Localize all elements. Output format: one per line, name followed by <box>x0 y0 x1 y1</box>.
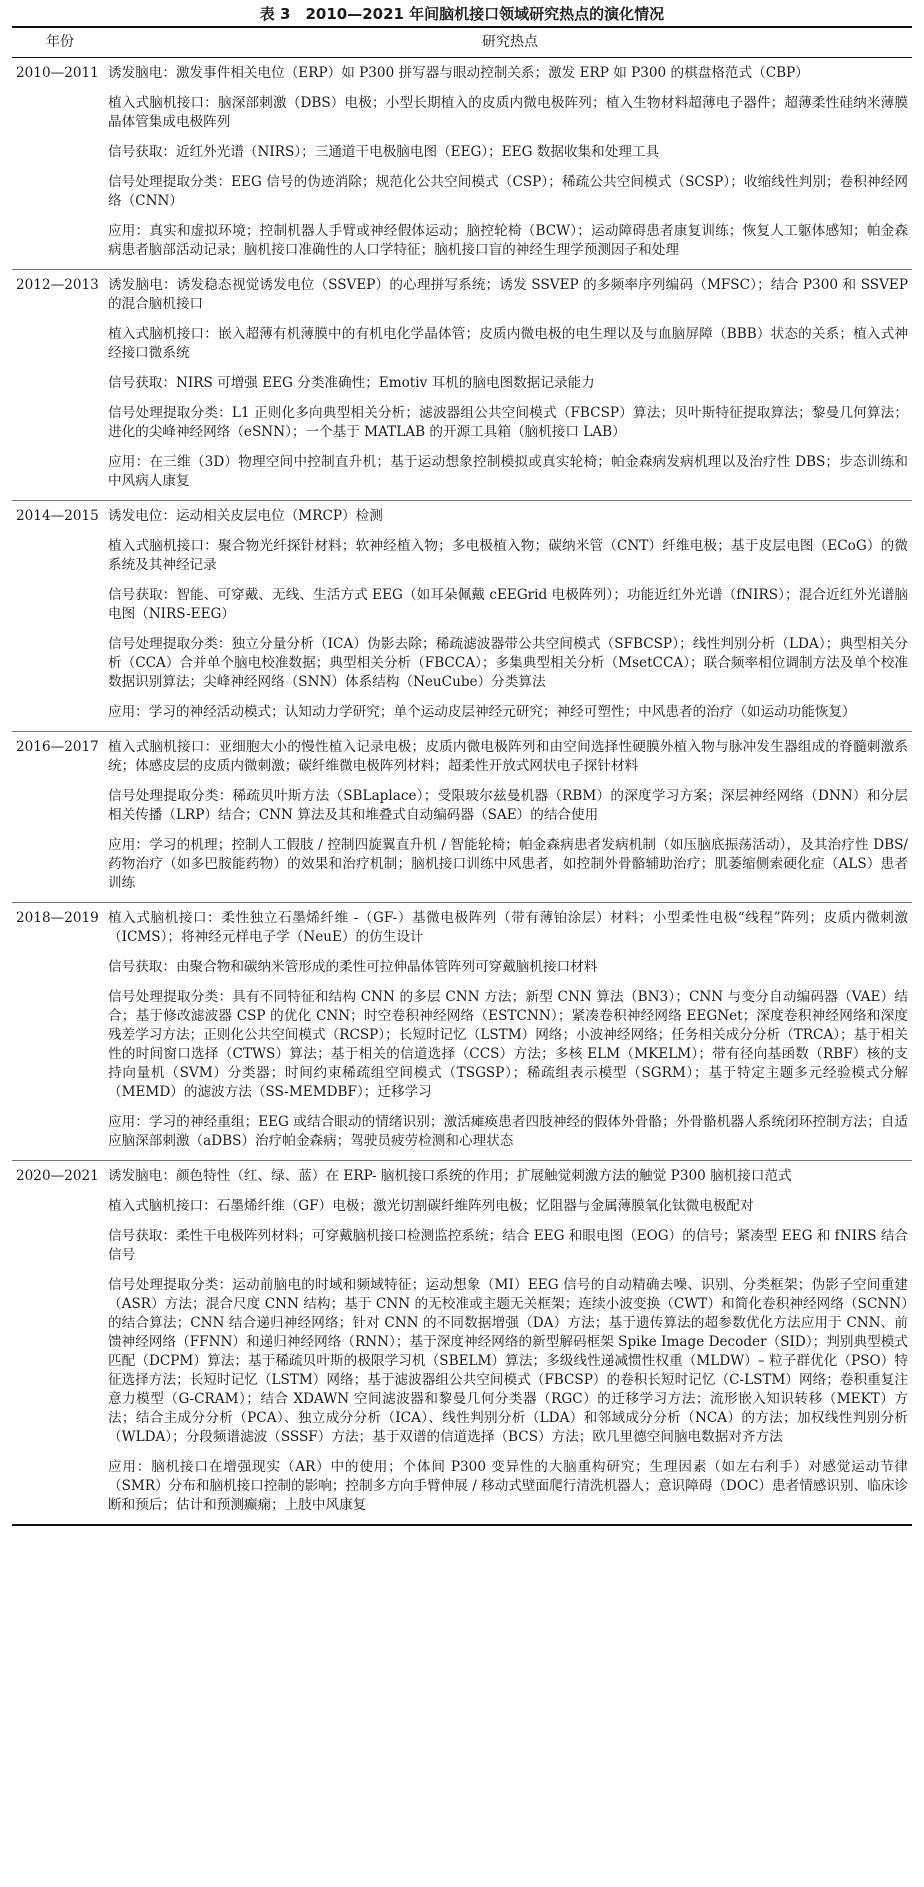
hotspot-item: 诱发脑电：激发事件相关电位（ERP）如 P300 拼写器与眼动控制关系；激发 ERP 如 P300 的棋盘格范式（CBP） <box>108 65 809 81</box>
table-row <box>12 58 912 270</box>
table-row <box>12 1161 912 1525</box>
hotspot-item: 应用：学习的机理；控制人工假肢 / 控制四旋翼直升机 / 智能轮椅；帕金森病患者发病机制（如压脑底振荡活动），及其治疗性 DBS/ 药物治疗（如多巴胺能药物）的效果和治疗机制；脑机接口训练中风患者，如控制外骨骼辅助治疗；肌萎缩侧索硬化症（ALS）患者训练 <box>108 837 908 891</box>
table-row <box>12 732 912 903</box>
bottom-rule <box>12 1524 912 1526</box>
hotspot-item: 应用：在三维（3D）物理空间中控制直升机；基于运动想象控制模拟或真实轮椅；帕金森病发病机理以及治疗性 DBS；步态训练和中风病人康复 <box>108 454 908 489</box>
hotspot-item: 植入式脑机接口：嵌入超薄有机薄膜中的有机电化学晶体管；皮质内微电极的电生理以及与血脑屏障（BBB）状态的关系；植入式神经接口微系统 <box>108 326 908 361</box>
hotspot-item: 应用：脑机接口在增强现实（AR）中的使用；个体间 P300 变异性的大脑重构研究；生理因素（如左右利手）对感觉运动节律（SMR）分布和脑机接口控制的影响；控制多方向手臂伸展 / 移动式壁面爬行清洗机器人；意识障碍（DOC）患者情感识别、临床诊断和预后；估计和预测癫痫；上肢中风康复 <box>108 1459 908 1513</box>
hotspot-item: 信号处理提取分类：L1 正则化多向典型相关分析；滤波器组公共空间模式（FBCSP）算法；贝叶斯特征提取算法；黎曼几何算法；进化的尖峰神经网络（eSNN）；一个基于 MATLAB 的开源工具箱（脑机接口 LAB） <box>108 405 908 440</box>
hotspot-item: 信号处理提取分类：独立分量分析（ICA）伪影去除；稀疏滤波器带公共空间模式（SFBCSP）；线性判别分析（LDA）；典型相关分析（CCA）合并单个脑电校准数据；典型相关分析（FBCCA）；多集典型相关分析（MsetCCA）；联合频率相位调制方法及单个校准数据识别算法；尖峰神经网络（SNN）体系结构（NeuCube）分类算法 <box>108 636 908 690</box>
year-cell: 2010—2011 <box>16 65 99 81</box>
hotspot-item: 信号处理提取分类：EEG 信号的伪迹消除；规范化公共空间模式（CSP）；稀疏公共空间模式（SCSP）；收缩线性判别；卷积神经网络（CNN） <box>108 174 908 209</box>
table-header-row <box>12 28 912 58</box>
table-body <box>12 58 912 1525</box>
hotspot-item: 信号获取：柔性干电极阵列材料；可穿戴脑机接口检测监控系统；结合 EEG 和眼电图（EOG）的信号；紧凑型 EEG 和 fNIRS 结合信号 <box>108 1228 909 1263</box>
topics-cell <box>108 1161 912 1525</box>
hotspot-item: 信号获取：NIRS 可增强 EEG 分类准确性；Emotiv 耳机的脑电图数据记录能力 <box>108 375 595 391</box>
table-caption: 表 3 2010—2021 年间脑机接口领域研究热点的演化情况 <box>259 5 665 23</box>
year-cell: 2018—2019 <box>16 910 99 926</box>
hotspot-item: 植入式脑机接口：柔性独立石墨烯纤维 -（GF-）基微电极阵列（带有薄铂涂层）材料；小型柔性电极“线程”阵列；皮质内微刺激（ICMS）；将神经元样电子学（NeuE）的仿生设计 <box>108 910 908 945</box>
topics-cell <box>108 270 912 501</box>
hotspot-item: 诱发脑电：诱发稳态视觉诱发电位（SSVEP）的心理拼写系统；诱发 SSVEP 的多频率序列编码（MFSC）；结合 P300 和 SSVEP 的混合脑机接口 <box>108 277 908 312</box>
year-cell: 2014—2015 <box>16 508 99 524</box>
table-row <box>12 501 912 732</box>
hotspot-item: 植入式脑机接口：石墨烯纤维（GF）电极；激光切割碳纤维阵列电极；忆阻器与金属薄膜氧化钛微电极配对 <box>108 1198 754 1214</box>
year-cell: 2016—2017 <box>16 739 99 755</box>
topics-cell <box>108 903 912 1161</box>
hotspot-item: 信号处理提取分类：运动前脑电的时域和频域特征；运动想象（MI）EEG 信号的自动精确去噪、识别、分类框架；伪影子空间重建（ASR）方法；混合尺度 CNN 结构；基于 CNN 的无校准或主题无关框架；连续小波变换（CWT）和简化卷积神经网络（SCNN）的结合算法；CNN 结合递归神经网络；针对 CNN 的不同数据增强（DA）方法；基于遗传算法的超参数优化方法应用于 CNN、前馈神经网络（FFNN）和递归神经网络（RNN）；基于深度神经网络的新型解码框架 Spike Image Decoder（SID）；判别典型模式匹配（DCPM）算法；基于稀疏贝叶斯的极限学习机（SBELM）算法；多级线性递减惯性权重（MLDW）– 粒子群优化（PSO）特征选择方法；长短时记忆（LSTM）网络；基于滤波器组公共空间模式（FBCSP）的卷积长短时记忆（C-LSTM）网络；卷积重复注意力模型（G-CRAM）；结合 XDAWN 空间滤波器和黎曼几何分类器（RGC）的迁移学习方法；流形嵌入知识转移（MEKT）方法；结合主成分分析（PCA）、独立成分分析（ICA）、线性判别分析（LDA）和邻域成分分析（NCA）的方法；加权线性判别分析（WLDA）；分段频谱滤波（SSSF）方法；基于双谱的信道选择（BCS）方法；欧几里德空间脑电数据对齐方法 <box>108 1277 908 1445</box>
header-year: 年份 <box>46 34 74 50</box>
research-hotspots-table <box>12 28 912 1524</box>
hotspot-item: 应用：真实和虚拟环境；控制机器人手臂或神经假体运动；脑控轮椅（BCW）；运动障碍患者康复训练；恢复人工躯体感知；帕金森病患者脑部活动记录；脑机接口准确性的人口学特征；脑机接口盲的神经生理学预测因子和处理 <box>108 223 908 258</box>
hotspot-item: 信号处理提取分类：具有不同特征和结构 CNN 的多层 CNN 方法；新型 CNN 算法（BN3）；CNN 与变分自动编码器（VAE）结合；基于修改滤波器 CSP 的优化 CNN；时空卷积神经网络（ESTCNN）；紧凑卷积神经网络 EEGNet；深度卷积神经网络和深度残差学习方法；正则化公共空间模式（RCSP）；长短时记忆（LSTM）网络；小波神经网络；任务相关成分分析（TRCA）；基于相关性的时间窗口选择（CTWS）算法；基于相关的信道选择（CCS）方法；多核 ELM（MKELM）；带有径向基函数（RBF）核的支持向量机（SVM）分类器；时间约束稀疏组空间模式（TSGSP）；稀疏组表示模型（SGRM）；基于特定主题多元经验模式分解（MEMD）的滤波方法（SS-MEMDBF）；迁移学习 <box>108 989 908 1100</box>
hotspot-item: 信号获取：智能、可穿戴、无线、生活方式 EEG（如耳朵佩戴 cEEGrid 电极阵列）；功能近红外光谱（fNIRS）；混合近红外光谱脑电图（NIRS-EEG） <box>108 587 908 622</box>
topics-cell <box>108 501 912 732</box>
hotspot-item: 信号获取：由聚合物和碳纳米管形成的柔性可拉伸晶体管阵列可穿戴脑机接口材料 <box>108 959 598 975</box>
table-row <box>12 270 912 501</box>
topics-cell <box>108 732 912 903</box>
hotspot-item: 植入式脑机接口：脑深部刺激（DBS）电极；小型长期植入的皮质内微电极阵列；植入生物材料超薄电子器件；超薄柔性硅纳米薄膜晶体管集成电极阵列 <box>108 95 908 130</box>
year-cell: 2012—2013 <box>16 277 99 293</box>
header-topics: 研究热点 <box>482 34 538 50</box>
table-row <box>12 903 912 1161</box>
hotspot-item: 信号获取：近红外光谱（NIRS）；三通道干电极脑电图（EEG）；EEG 数据收集和处理工具 <box>108 144 660 160</box>
topics-cell <box>108 58 912 270</box>
year-cell: 2020—2021 <box>16 1168 99 1184</box>
hotspot-item: 植入式脑机接口：聚合物光纤探针材料；软神经植入物；多电极植入物；碳纳米管（CNT）纤维电极；基于皮层电图（ECoG）的微系统及其神经记录 <box>108 538 908 573</box>
hotspot-item: 植入式脑机接口：亚细胞大小的慢性植入记录电极；皮质内微电极阵列和由空间选择性硬膜外植入物与脉冲发生器组成的脊髓刺激系统；体感皮层的皮质内微刺激；碳纤维微电极阵列材料；超柔性开放式网状电子探针材料 <box>108 739 908 774</box>
hotspot-item: 诱发脑电：颜色特性（红、绿、蓝）在 ERP- 脑机接口系统的作用；扩展触觉刺激方法的触觉 P300 脑机接口范式 <box>108 1168 792 1184</box>
hotspot-item: 应用：学习的神经重组；EEG 或结合眼动的情绪识别；激活瘫痪患者四肢神经的假体外骨骼；外骨骼机器人系统闭环控制方法；自适应脑深部刺激（aDBS）治疗帕金森病；驾驶员疲劳检测和心理状态 <box>108 1114 908 1149</box>
hotspot-item: 诱发电位：运动相关皮层电位（MRCP）检测 <box>108 508 383 524</box>
hotspot-item: 信号处理提取分类：稀疏贝叶斯方法（SBLaplace）；受限玻尔兹曼机器（RBM）的深度学习方案；深层神经网络（DNN）和分层相关传播（LRP）结合；CNN 算法及其和堆叠式自动编码器（SAE）的结合使用 <box>108 788 908 823</box>
hotspot-item: 应用：学习的神经活动模式；认知动力学研究；单个运动皮层神经元研究；神经可塑性；中风患者的治疗（如运动功能恢复） <box>108 704 856 720</box>
